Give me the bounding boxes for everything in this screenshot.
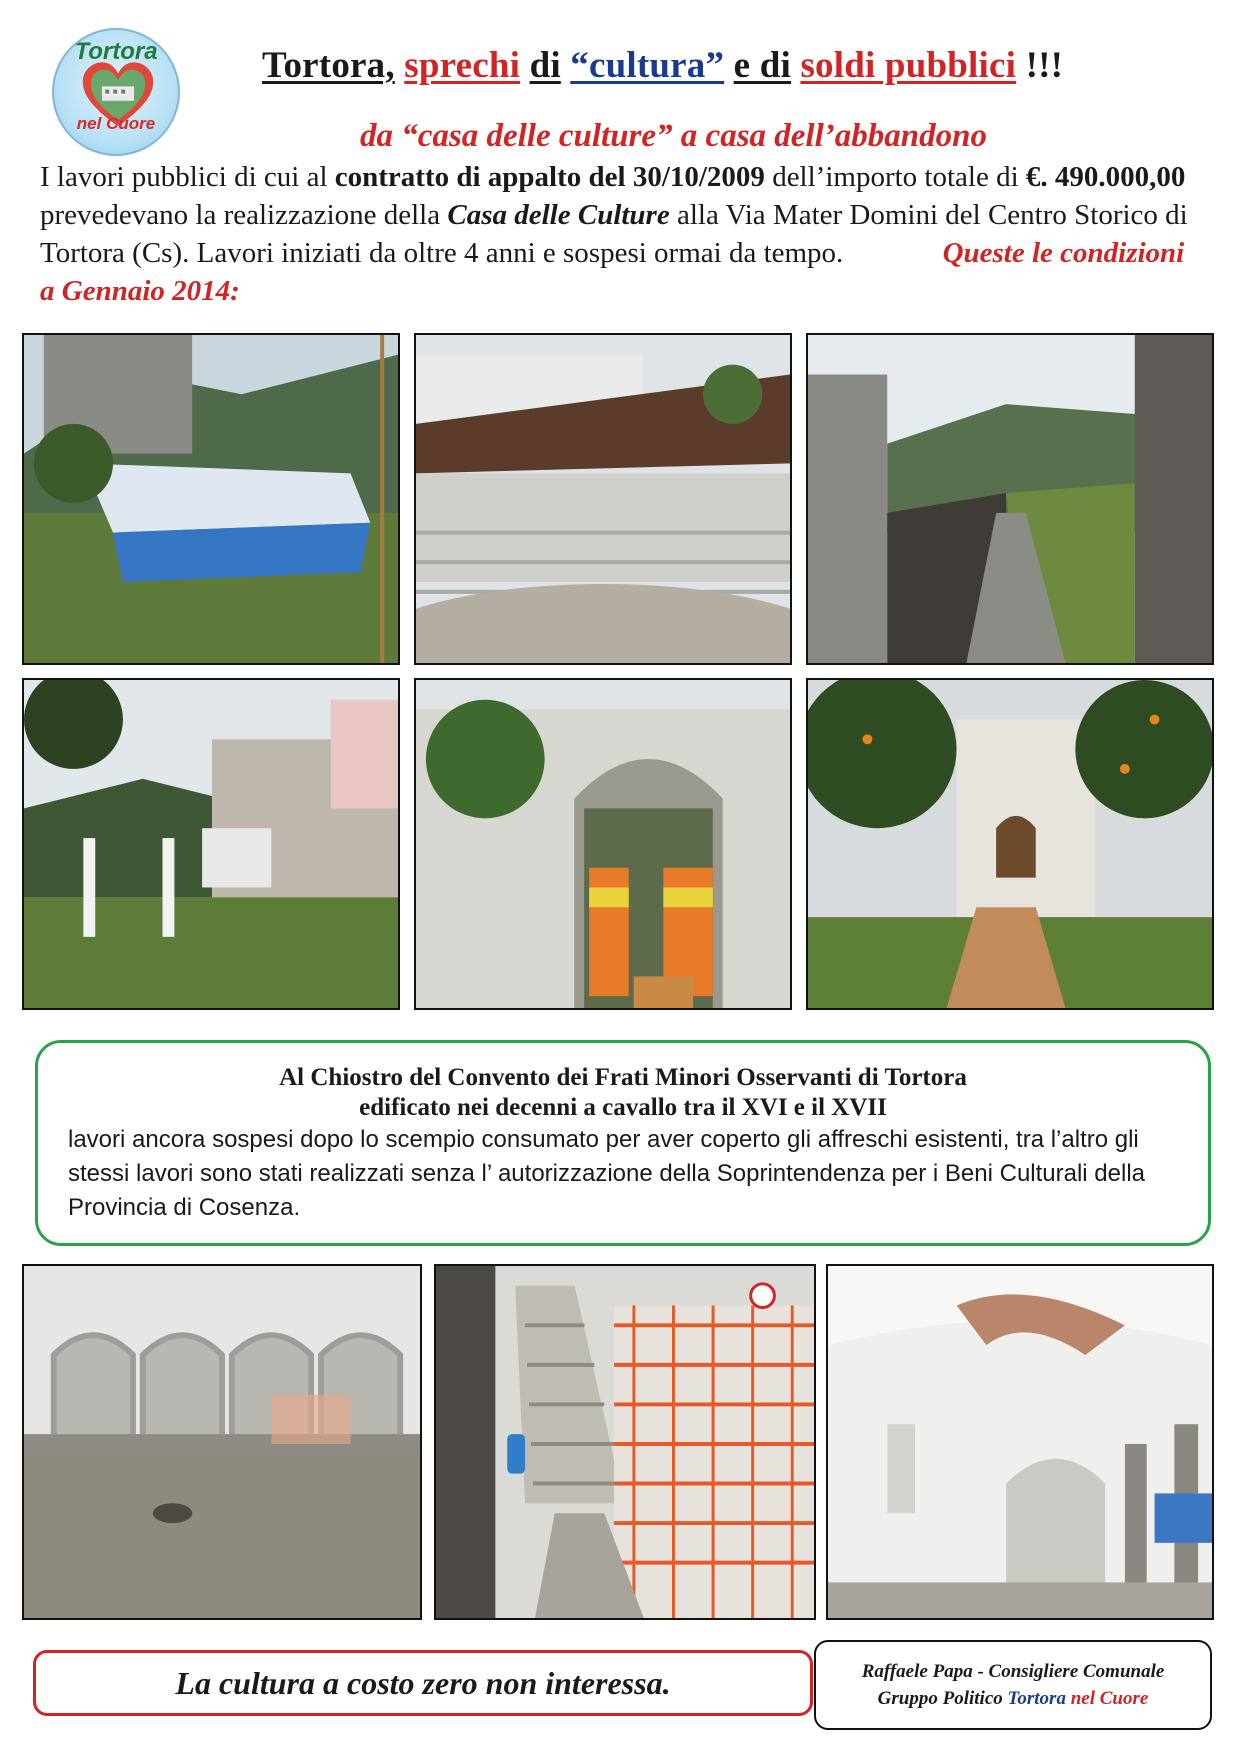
title-cultura: “cultura”	[570, 45, 725, 86]
photo-path-between-walls	[806, 333, 1214, 665]
logo-text-tortora: Tortora	[74, 38, 158, 65]
photo-cloister-garden	[806, 678, 1214, 1010]
page-title	[262, 44, 1212, 87]
photo-stairs-with-fence	[434, 1264, 816, 1620]
intro-amount: €. 490.000,00	[1025, 161, 1186, 193]
intro-text-2: dell’importo totale di	[764, 161, 1026, 193]
signature-prefix: Gruppo Politico	[877, 1688, 1008, 1709]
notice-box	[35, 1040, 1211, 1246]
signature-line-2	[816, 1685, 1210, 1712]
title-di: di	[529, 45, 561, 86]
photo-ruined-columns	[22, 678, 400, 1010]
intro-text-4: alla Via Mater Domini del Centro Storico di Tortora (Cs). Lavori iniziati da oltre 4 anni e sospesi ormai da tempo.	[40, 199, 1188, 269]
title-exclamation: !!!	[1025, 45, 1064, 86]
subtitle: da “casa delle culture” a casa dell’abbandono	[360, 118, 987, 154]
photo-cloister-arches	[22, 1264, 422, 1620]
title-tortora: Tortora,	[262, 45, 395, 86]
title-e-di: e di	[733, 45, 791, 86]
slogan-box	[33, 1650, 813, 1716]
signature-group-tortora: Tortora	[1007, 1688, 1066, 1709]
intro-text-3: prevedevano la realizzazione della	[40, 199, 448, 231]
notice-heading-2: edificato nei decenni a cavallo tra il XVI e il XVII	[359, 1094, 887, 1121]
signature-group-nel-cuore: nel Cuore	[1065, 1688, 1149, 1709]
notice-body: lavori ancora sospesi dopo lo scempio consumato per aver coperto gli affreschi esistenti, tra l’altro gli stessi lavori sono stati realizzati senza l’ autorizzazione della Soprintendenza per i Beni Culturali della Provincia di Cosenza.	[68, 1126, 1146, 1221]
logo-text-nel-cuore: nel Cuore	[76, 114, 156, 133]
intro-text-1: I lavori pubblici di cui al	[40, 161, 335, 193]
photo-amphitheatre	[414, 333, 792, 665]
intro-casa-delle-culture: Casa delle Culture	[447, 199, 670, 231]
tortora-nel-cuore-logo	[52, 28, 180, 156]
photo-arched-gate	[414, 678, 792, 1010]
signature-line-1: Raffaele Papa - Consigliere Comunale	[861, 1661, 1165, 1682]
intro-conditions: Queste le condizioni a Gennaio 2014:	[40, 237, 1185, 307]
slogan-text: La cultura a costo zero non interessa.	[175, 1664, 671, 1701]
title-sprechi: sprechi	[404, 45, 521, 86]
title-soldi-pubblici: soldi pubblici	[800, 45, 1017, 86]
signature-box	[814, 1640, 1212, 1730]
intro-paragraph	[40, 158, 1200, 310]
notice-heading-1: Al Chiostro del Convento dei Frati Minori Osservanti di Tortora	[279, 1064, 967, 1091]
photo-fresco-corridor	[826, 1264, 1214, 1620]
intro-contract: contratto di appalto del 30/10/2009	[334, 161, 765, 193]
photo-covered-structure	[22, 333, 400, 665]
